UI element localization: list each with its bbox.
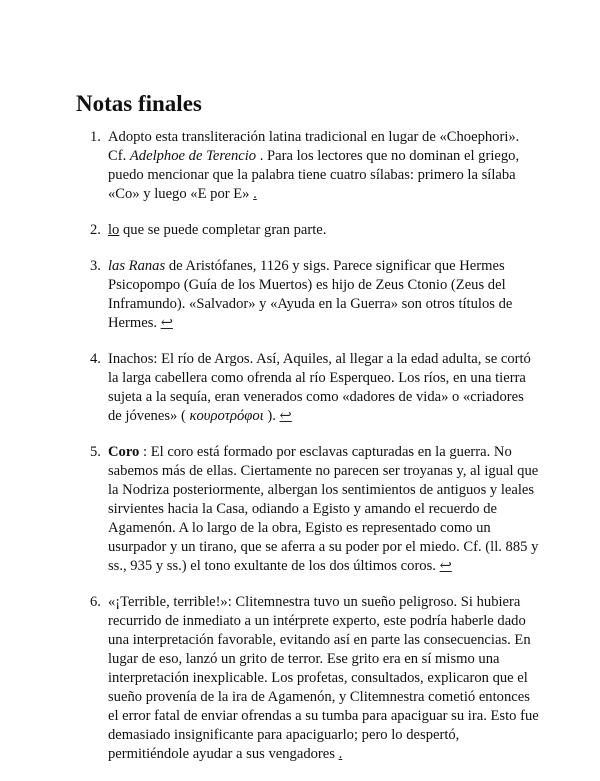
endnote-4 [90,350,540,426]
endnote-1 [90,128,540,204]
backlink-arrow[interactable]: ↩ [439,558,452,574]
note-text: «¡Terrible, terrible!»: Clitemnestra tuvo un sueño peligroso. Si hubiera recurrido de inmediato a un intérprete experto, este podría haberle dado una interpretación favorable, evitando así en parte las consecuencias. En lugar de eso, lanzó un grito de terror. Ese grito era en sí mismo una interpretación inexplicable. Los profetas, consultados, explicaron que el sueño provenía de la ira de Agamenón, y Clitemnestra cometió entonces el error fatal de enviar ofrendas a su tumba para apaciguar su ira. Esto fue demasiado insignificante para apaciguarlo; pero lo despertó, permitiéndole ayudar a sus vengadores [108,594,539,762]
endnotes-list [90,128,540,781]
note-text: de Aristófanes, 1126 y sigs. Parece significar que Hermes Psicopompo (Guía de los Muertos) es hijo de Zeus Ctonio (Zeus del Inframundo). «Salvador» y «Ayuda en la Guerra» son otros títulos de Hermes. [108,258,513,331]
note-title-italic: Adelphoe de Terencio [129,148,257,164]
backlink-arrow[interactable]: ↩ [160,315,173,331]
endnote-3 [90,257,540,333]
backlink-arrow[interactable]: ↩ [279,408,292,424]
note-title-italic: las Ranas [108,258,166,274]
note-link[interactable]: lo [108,222,120,238]
backlink[interactable]: . [253,186,257,202]
note-number: 5. [90,444,101,460]
note-number: 1. [90,129,101,145]
note-text: . Para los lectores que no dominan el griego, puedo mencionar que la palabra tiene cuatro sílabas: primero la sílaba «Co» y luego «E por E» [108,148,520,202]
note-number: 6. [90,594,101,610]
endnote-5 [90,443,540,576]
note-text: : El coro está formado por esclavas capturadas en la guerra. No sabemos más de ellas. Ciertamente no parecen ser troyanas y, al igual que la Nodriza posteriormente, albergan los sentimientos de antiguos y leales sirvientes hacia la Casa, odiando a Egisto y amando el recuerdo de Agamenón. A lo largo de la obra, Egisto es representado como un usurpador y un tirano, que se aferra a su poder por el miedo. Cf. (ll. 885 y ss., 935 y ss.) el tono exultante de los dos últimos coros. [108,444,539,574]
backlink[interactable]: . [338,746,343,762]
note-number: 4. [90,351,101,367]
page-title: Notas finales [76,91,202,116]
note-text: que se puede completar gran parte. [119,222,327,238]
note-text: ). [263,408,280,424]
endnote-2 [90,221,540,240]
note-text: Adopto esta transliteración latina tradicional en lugar de «Choephori». Cf. [108,129,520,164]
note-text: Inachos: El río de Argos. Así, Aquiles, al llegar a la edad adulta, se cortó la larga cabellera como ofrenda al río Esperqueo. Los ríos, en una tierra sujeta a la sequía, eran venerados como «dadores de vida» o «criadores de jóvenes» ( [108,351,531,424]
note-keyword: Coro [108,444,140,460]
note-number: 2. [90,222,101,238]
note-number: 3. [90,258,101,274]
endnote-6 [90,593,540,764]
greek-term: κουροτρόφοι [189,408,264,424]
